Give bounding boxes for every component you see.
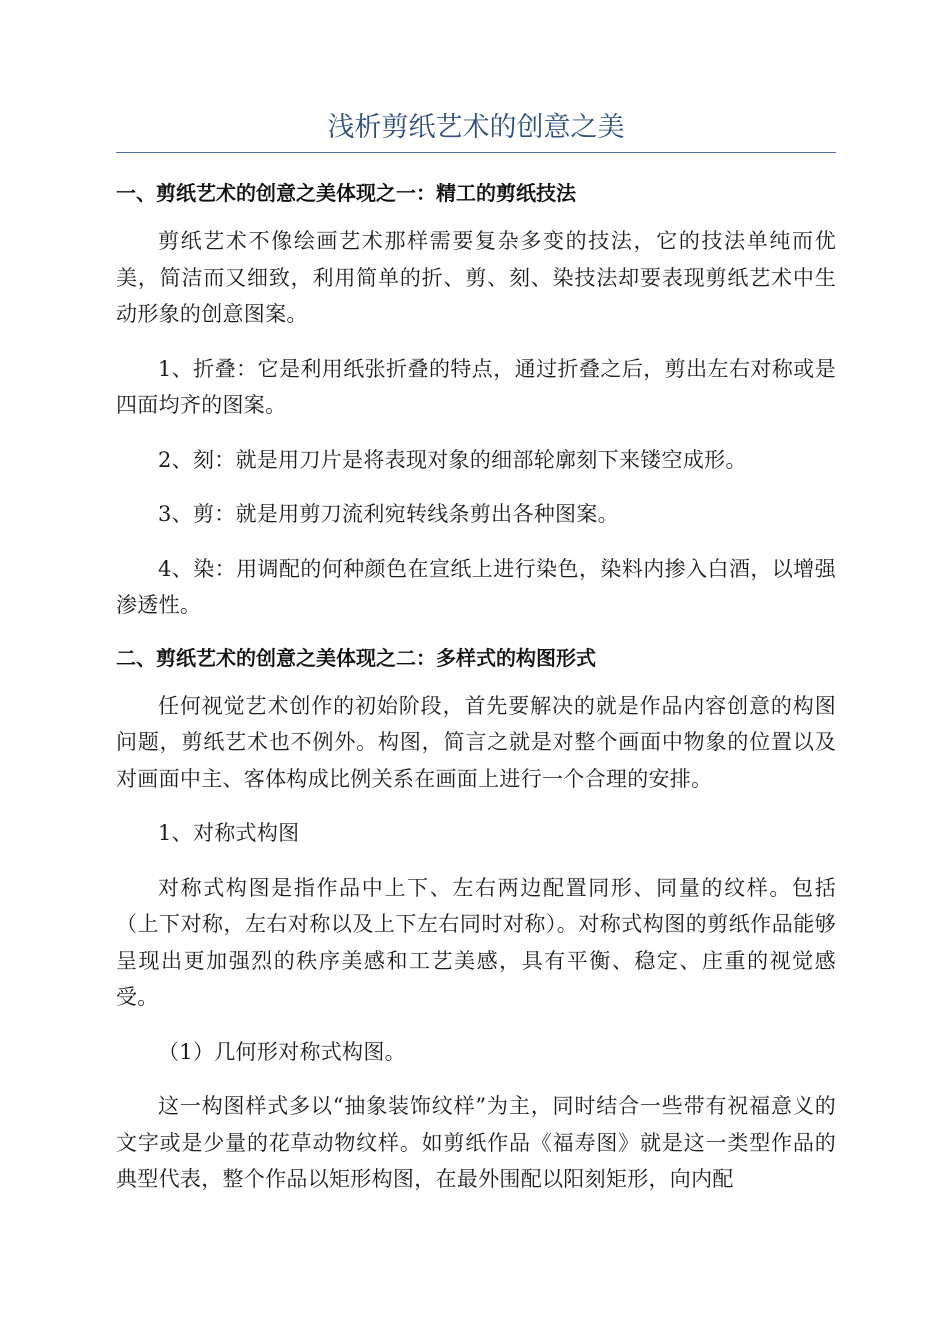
paragraph: 任何视觉艺术创作的初始阶段，首先要解决的就是作品内容创意的构图问题，剪纸艺术也不例外。构图，简言之就是对整个画面中物象的位置以及对画面中主、客体构成比例关系在画面上进行一个合理的安排。 <box>116 693 836 791</box>
paragraph: 这一构图样式多以“抽象装饰纹样”为主，同时结合一些带有祝福意义的文字或是少量的花草动物纹样。如剪纸作品《福寿图》就是这一类型作品的典型代表，整个作品以矩形构图，在最外围配以阳刻矩形，向内配 <box>116 1094 836 1191</box>
paragraph: 剪纸艺术不像绘画艺术那样需要复杂多变的技法，它的技法单纯而优美，简洁而又细致，利用简单的折、剪、刻、染技法却要表现剪纸艺术中生动形象的创意图案。 <box>116 229 836 326</box>
document-page <box>116 108 836 1216</box>
paragraph: 2、刻：就是用刀片是将表现对象的细部轮廓刻下来镂空成形。 <box>158 447 747 472</box>
paragraph: 1、折叠：它是利用纸张折叠的特点，通过折叠之后，剪出左右对称或是四面均齐的图案。 <box>116 356 836 417</box>
paragraph: 对称式构图是指作品中上下、左右两边配置同形、同量的纹样。包括（上下对称，左右对称以及上下左右同时对称）。对称式构图的剪纸作品能够呈现出更加强烈的秩序美感和工艺美感，具有平衡、稳定、庄重的视觉感受。 <box>116 875 836 1009</box>
paragraph: 3、剪：就是用剪刀流利宛转线条剪出各种图案。 <box>158 502 619 526</box>
title-underline <box>116 152 836 153</box>
paragraph: 4、染：用调配的何种颜色在宣纸上进行染色，染料内掺入白酒，以增强渗透性。 <box>116 556 836 617</box>
paragraph: 1、对称式构图 <box>158 821 300 845</box>
document-title: 浅析剪纸艺术的创意之美 <box>327 112 625 143</box>
paragraph: （1）几何形对称式构图。 <box>158 1039 406 1064</box>
section-heading-2: 二、剪纸艺术的创意之美体现之二：多样式的构图形式 <box>116 645 596 670</box>
section-heading-1: 一、剪纸艺术的创意之美体现之一：精工的剪纸技法 <box>116 181 576 205</box>
